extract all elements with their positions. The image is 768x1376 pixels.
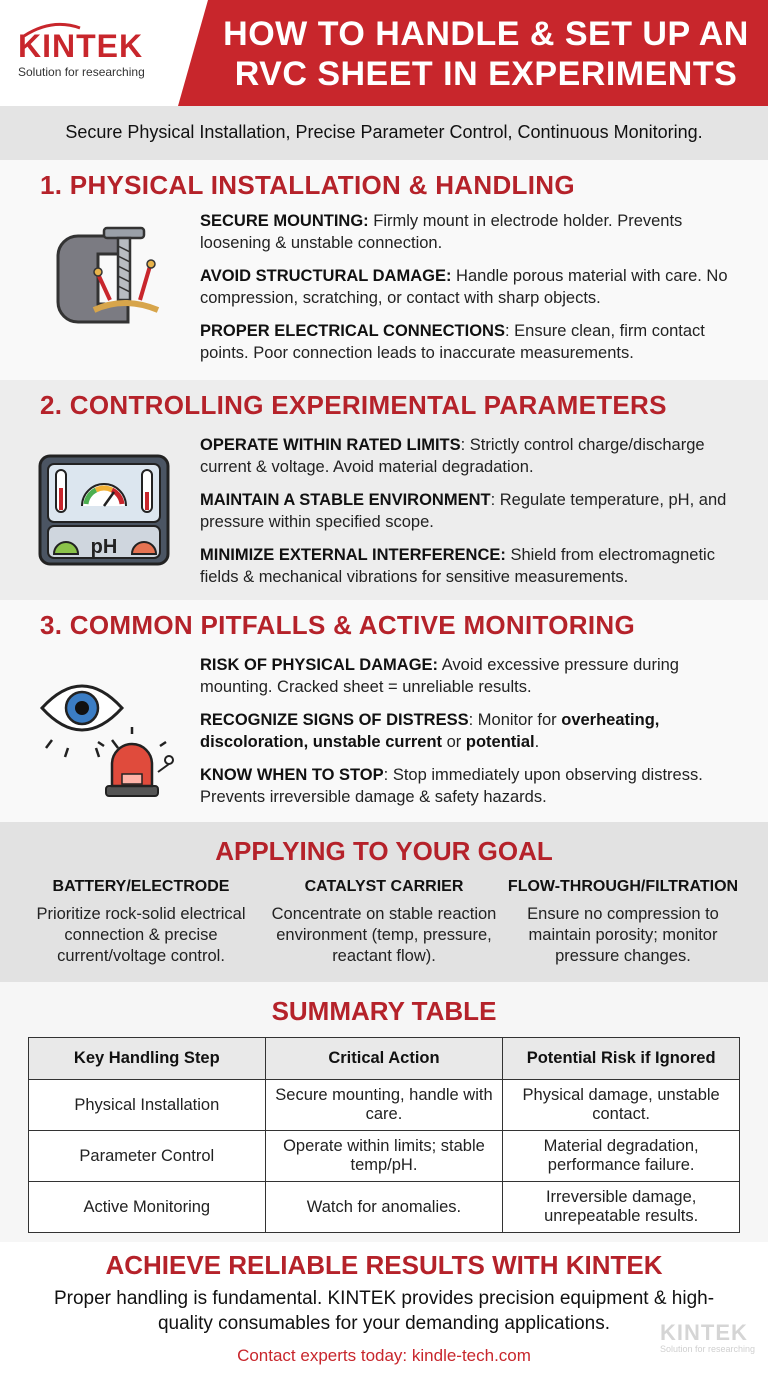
table-cell: Operate within limits; stable temp/pH.	[265, 1131, 503, 1182]
table-cell: Secure mounting, handle with care.	[265, 1080, 503, 1131]
goal-section	[0, 822, 768, 982]
footer-logo-wordmark: KINTEK	[660, 1320, 748, 1345]
table-cell: Parameter Control	[29, 1131, 266, 1182]
item-rated-limits	[200, 434, 748, 478]
item-body: Avoid excessive pressure during mounting. Cracked sheet = unreliable results.	[200, 656, 679, 696]
table-row	[29, 1131, 740, 1182]
section-items	[200, 654, 748, 819]
summary-title: SUMMARY TABLE	[271, 996, 497, 1026]
item-body: : Stop immediately upon observing distress. Prevents irreversible damage & safety hazards.	[200, 766, 703, 806]
goal-flow-through	[498, 878, 748, 967]
goal-catalyst-carrier	[259, 878, 509, 967]
item-heading: PROPER ELECTRICAL CONNECTIONS	[200, 322, 505, 340]
table-cell: Active Monitoring	[29, 1182, 266, 1233]
goal-body: Prioritize rock-solid electrical connection & precise current/voltage control.	[36, 905, 246, 965]
section-pitfalls-monitoring	[0, 600, 768, 822]
footer-logo-tagline: Solution for researching	[660, 1344, 756, 1354]
item-proper-electrical-connections	[200, 320, 748, 364]
section-controlling-parameters	[0, 380, 768, 600]
item-heading: SECURE MOUNTING:	[200, 212, 369, 230]
section-title: 3. COMMON PITFALLS & ACTIVE MONITORING	[40, 610, 635, 640]
footer-body: Proper handling is fundamental. KINTEK provides precision equipment & high-quality consumables for your demanding applications.	[53, 1288, 715, 1334]
summary-table	[28, 1037, 740, 1233]
item-minimize-interference	[200, 544, 748, 588]
goal-head: CATALYST CARRIER	[304, 878, 464, 895]
item-body: Firmly mount in electrode holder. Prevents loosening & unstable connection.	[200, 212, 683, 252]
table-cell: Material degradation, performance failure.	[503, 1131, 740, 1182]
item-emphasis: overheating, discoloration, unstable current	[200, 711, 660, 751]
item-body: : Strictly control charge/discharge current & voltage. Avoid material degradation.	[200, 436, 705, 476]
goal-battery-electrode	[16, 878, 266, 967]
item-body: : Regulate temperature, pH, and pressure within specified scope.	[200, 491, 727, 531]
goal-title: APPLYING TO YOUR GOAL	[215, 836, 553, 866]
table-header: Critical Action	[265, 1038, 503, 1080]
table-header: Key Handling Step	[29, 1038, 266, 1080]
item-heading: OPERATE WITHIN RATED LIMITS	[200, 436, 461, 454]
table-cell: Irreversible damage, unrepeatable results.	[503, 1182, 740, 1233]
table-cell: Physical damage, unstable contact.	[503, 1080, 740, 1131]
item-know-when-to-stop	[200, 764, 748, 808]
section-physical-installation	[0, 160, 768, 380]
ph-label: pH	[90, 536, 118, 558]
table-cell: Watch for anomalies.	[265, 1182, 503, 1233]
table-row	[29, 1182, 740, 1233]
contact-link[interactable]: Contact experts today: kindle-tech.com	[237, 1346, 531, 1365]
item-heading: RECOGNIZE SIGNS OF DISTRESS	[200, 711, 469, 729]
item-body: : Ensure clean, firm contact points. Poor connection leads to inaccurate measurements.	[200, 322, 705, 362]
item-body: Shield from electromagnetic fields & mechanical vibrations for sensitive measurements.	[200, 546, 715, 586]
section-items	[200, 210, 748, 375]
goal-body: Concentrate on stable reaction environment (temp, pressure, reactant flow).	[271, 905, 497, 965]
goal-head: BATTERY/ELECTRODE	[52, 878, 230, 895]
table-header: Potential Risk if Ignored	[503, 1038, 740, 1080]
summary-section	[0, 982, 768, 1242]
footer-title: ACHIEVE RELIABLE RESULTS WITH KINTEK	[105, 1250, 663, 1280]
logo-wordmark: KINTEK	[18, 28, 144, 64]
item-body: : Monitor for	[468, 711, 562, 729]
subtitle: Secure Physical Installation, Precise Parameter Control, Continuous Monitoring.	[65, 122, 703, 142]
section-items	[200, 434, 748, 599]
item-heading: KNOW WHEN TO STOP	[200, 766, 384, 784]
item-heading: RISK OF PHYSICAL DAMAGE:	[200, 656, 439, 674]
table-header-row	[29, 1038, 740, 1080]
section-title: 2. CONTROLLING EXPERIMENTAL PARAMETERS	[40, 390, 667, 420]
logo-tagline: Solution for researching	[18, 65, 145, 79]
page-title-line2: RVC SHEET IN EXPERIMENTS	[234, 55, 738, 93]
item-risk-physical-damage	[200, 654, 748, 698]
item-avoid-structural-damage	[200, 265, 748, 309]
logo-swoosh-icon	[22, 22, 82, 38]
goal-head: FLOW-THROUGH/FILTRATION	[507, 878, 739, 895]
item-body-end: .	[534, 733, 540, 751]
footer-logo-watermark	[660, 1322, 755, 1354]
eye-and-alarm-icon	[38, 668, 178, 798]
item-secure-mounting	[200, 210, 748, 254]
page-title-line1: HOW TO HANDLE & SET UP AN	[223, 15, 749, 53]
page-title	[212, 14, 760, 94]
item-heading: MAINTAIN A STABLE ENVIRONMENT	[200, 491, 491, 509]
item-heading: AVOID STRUCTURAL DAMAGE:	[200, 267, 452, 285]
goal-body: Ensure no compression to maintain porosity; monitor pressure changes.	[527, 905, 719, 965]
item-stable-environment	[200, 489, 748, 533]
clamp-electrode-icon	[38, 216, 178, 346]
item-heading: MINIMIZE EXTERNAL INTERFERENCE:	[200, 546, 506, 564]
table-row	[29, 1080, 740, 1131]
item-emphasis: potential	[465, 733, 535, 751]
item-body-mid: or	[442, 733, 466, 751]
section-title: 1. PHYSICAL INSTALLATION & HANDLING	[40, 170, 575, 200]
footer	[0, 1242, 768, 1376]
control-panel-gauges-icon	[38, 452, 178, 582]
item-signs-of-distress	[200, 709, 748, 753]
table-cell: Physical Installation	[29, 1080, 266, 1131]
item-body: Handle porous material with care. No compression, scratching, or contact with sharp objects.	[200, 267, 728, 307]
